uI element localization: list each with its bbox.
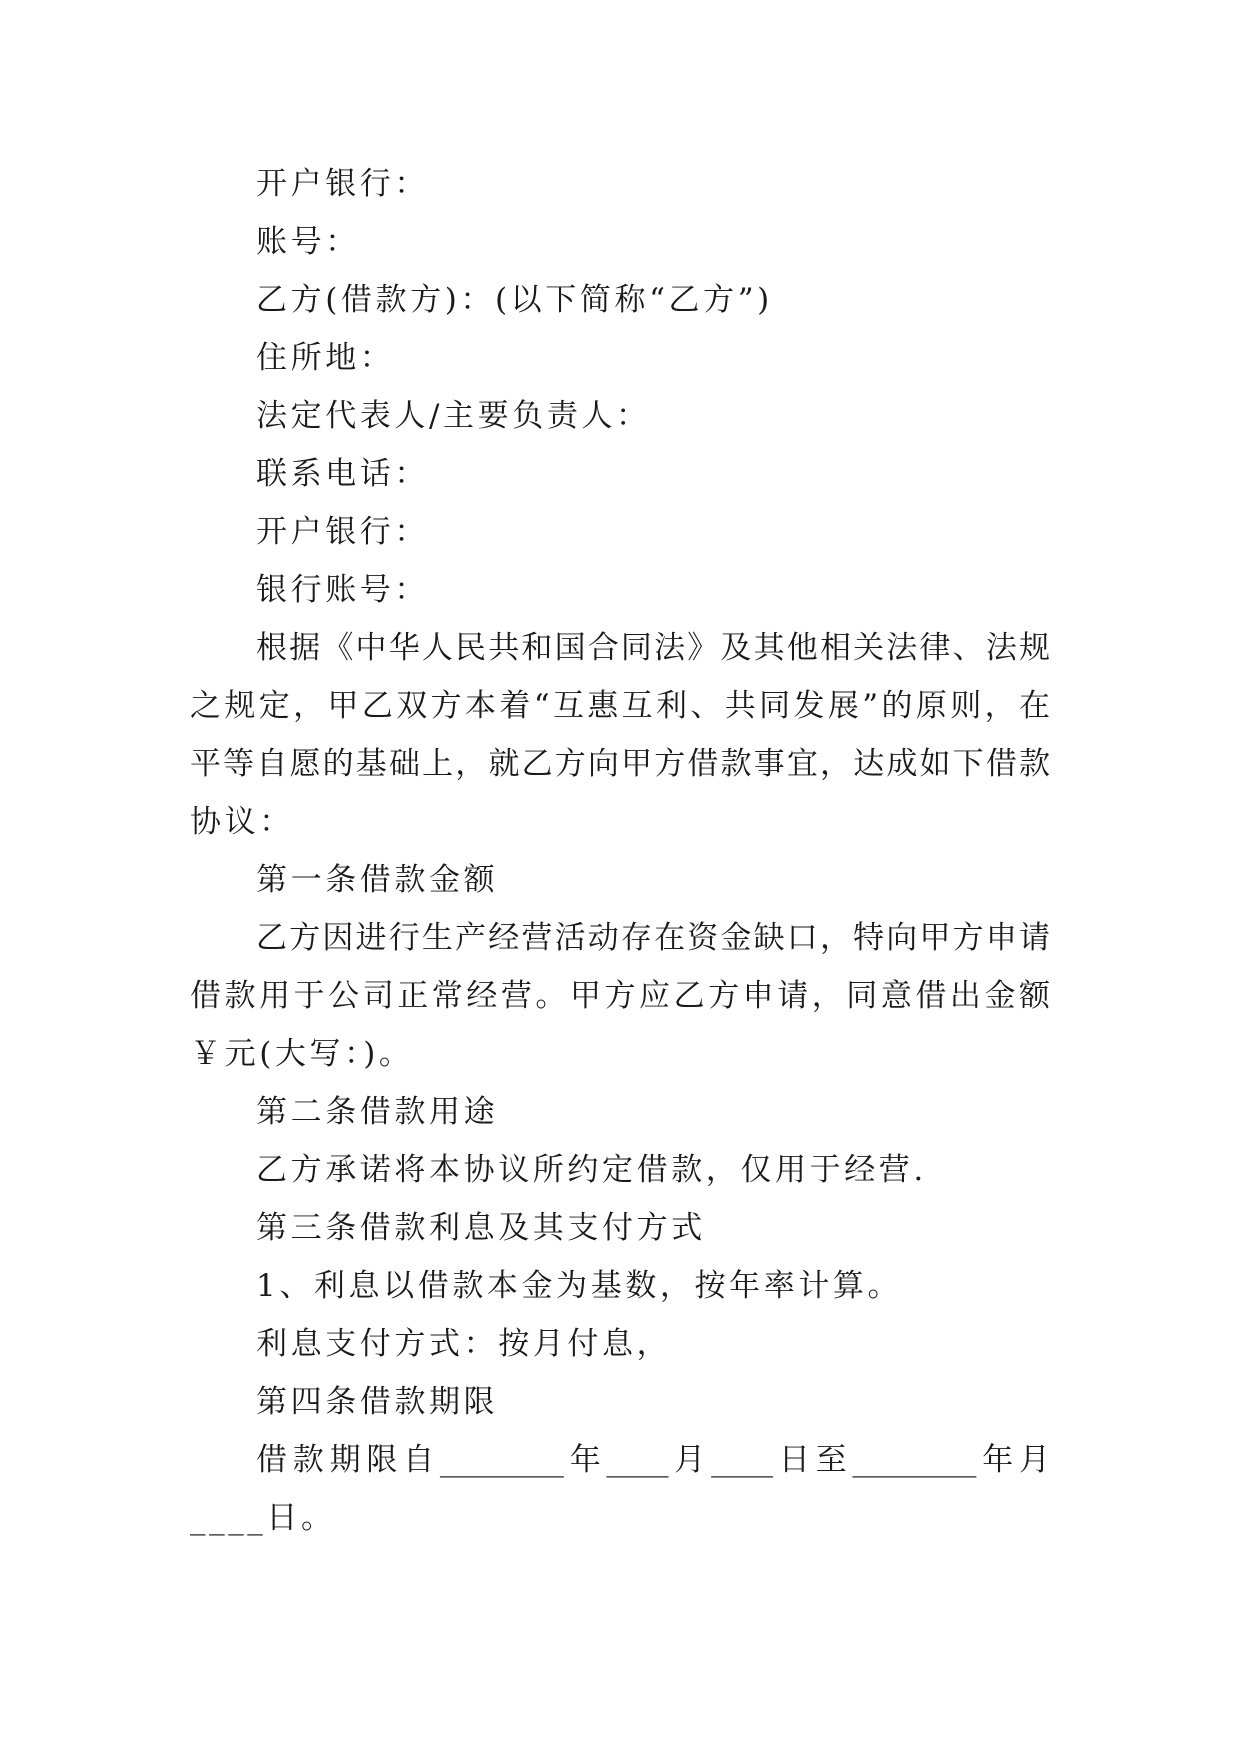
legal-representative-label: 法定代表人/主要负责人： (256, 398, 651, 434)
article-2-text: 乙方承诺将本协议所约定借款，仅用于经营. (256, 1152, 927, 1188)
article-2-heading: 第二条借款用途 (256, 1094, 499, 1130)
article-3-payment: 利息支付方式：按月付息， (256, 1326, 672, 1362)
article-4-line-1: 借款期限自________年____月____日至________年月 (256, 1442, 1050, 1478)
account-label: 账号： (256, 224, 360, 260)
article-4-line-2: ____日。 (190, 1500, 336, 1536)
party-b-bank-label: 开户银行： (256, 514, 429, 550)
article-4-heading: 第四条借款期限 (256, 1384, 499, 1420)
preamble-line-3: 平等自愿的基础上，就乙方向甲方借款事宜，达成如下借款 (190, 746, 1050, 782)
preamble-line-1: 根据《中华人民共和国合同法》及其他相关法律、法规 (256, 630, 1050, 666)
article-3-heading: 第三条借款利息及其支付方式 (256, 1210, 706, 1246)
article-1-line-3: ￥元(大写：)。 (190, 1036, 414, 1072)
article-3-item-1: 1、利息以借款本金为基数，按年率计算。 (256, 1268, 903, 1304)
preamble-line-2: 之规定，甲乙双方本着“互惠互利、共同发展”的原则，在 (190, 688, 1050, 724)
party-b-heading: 乙方(借款方)：(以下简称“乙方”) (256, 282, 773, 318)
document-body (190, 155, 1050, 1547)
article-1-heading: 第一条借款金额 (256, 862, 499, 898)
phone-label: 联系电话： (256, 456, 429, 492)
party-b-account-label: 银行账号： (256, 572, 429, 608)
address-label: 住所地： (256, 340, 395, 376)
article-1-line-2: 借款用于公司正常经营。甲方应乙方申请，同意借出金额 (190, 978, 1050, 1014)
preamble-line-4: 协议： (190, 804, 294, 840)
bank-label: 开户银行： (256, 166, 429, 202)
article-1-line-1: 乙方因进行生产经营活动存在资金缺口，特向甲方申请 (256, 920, 1050, 956)
